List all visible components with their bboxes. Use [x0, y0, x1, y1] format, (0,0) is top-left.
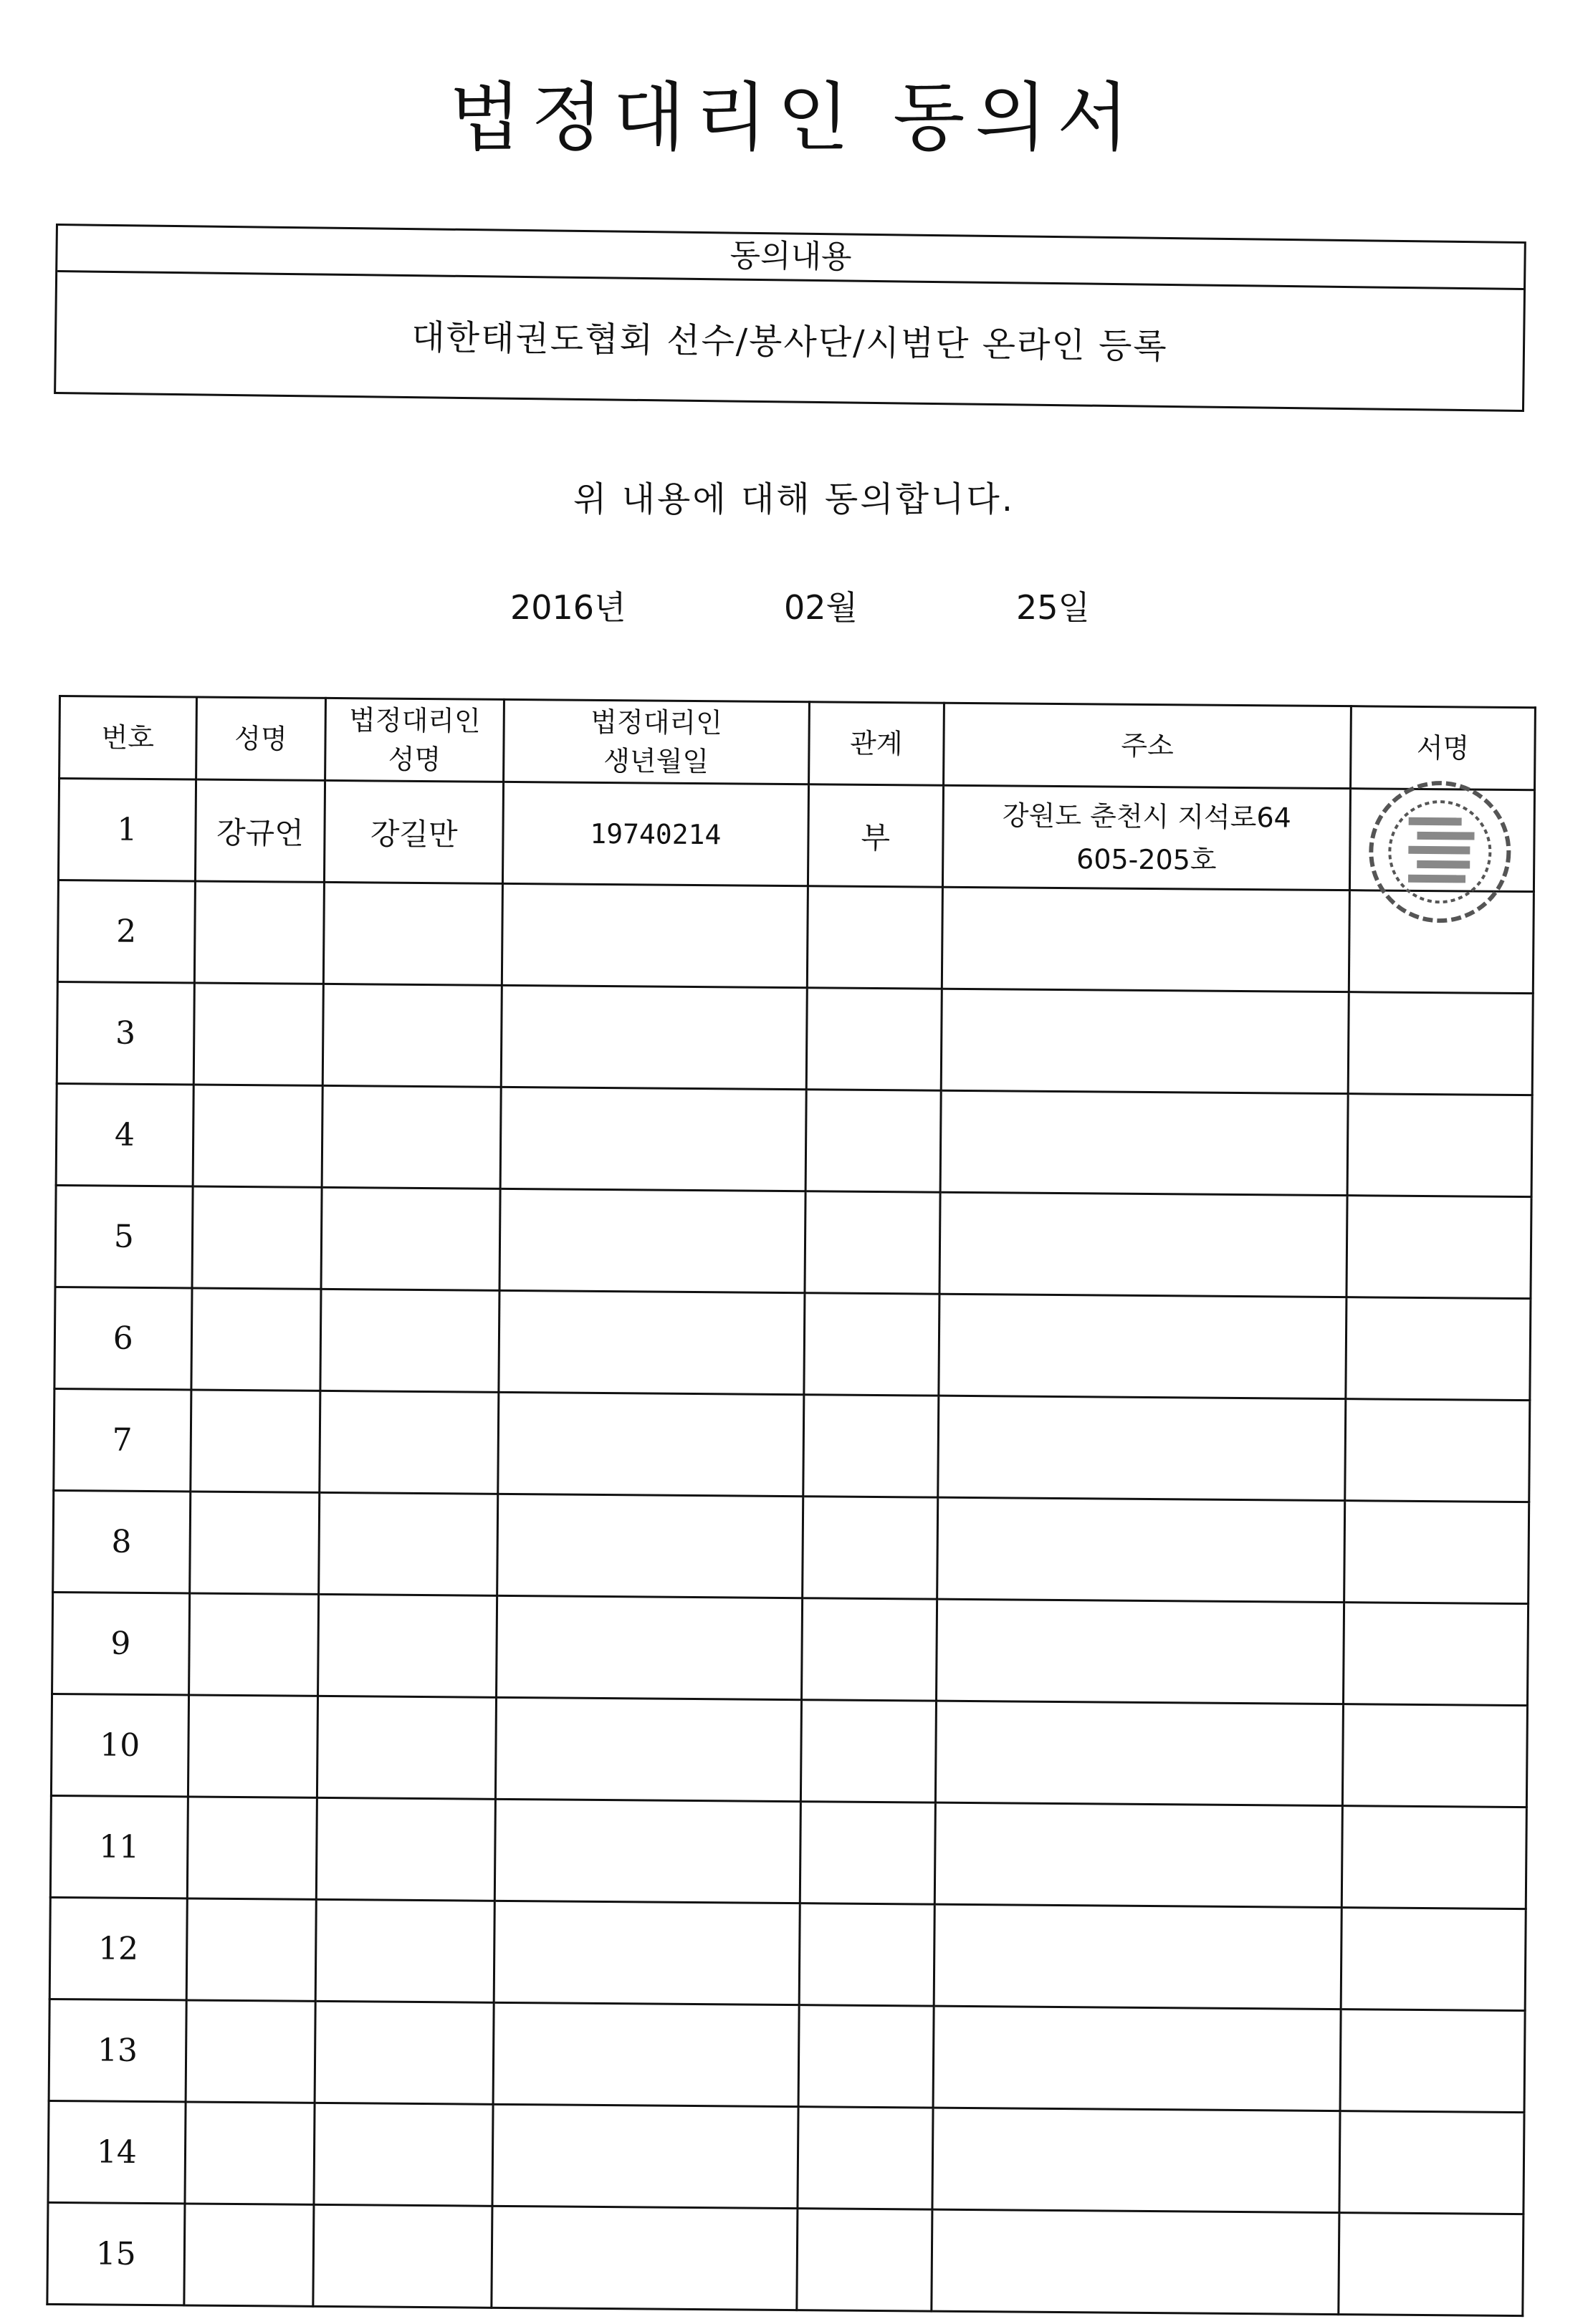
cell-guardian-name: [320, 1289, 499, 1392]
table-row: [54, 1287, 1531, 1400]
address-line1: [934, 2159, 1339, 2161]
header-guardian-name-line2: 성명: [388, 743, 441, 776]
row-number: 10: [51, 1694, 188, 1796]
date-year: 2016년: [510, 588, 626, 627]
cell-signature: [1348, 992, 1533, 1095]
cell-address: [939, 1192, 1347, 1297]
cell-guardian-birth: [498, 1392, 804, 1496]
row-number: 12: [49, 1897, 187, 1999]
table-row: [52, 1592, 1529, 1705]
cell-guardian-name: [322, 984, 502, 1087]
cell-name: [188, 1593, 319, 1696]
table-row: [48, 2100, 1524, 2214]
cell-guardian-birth: [492, 2104, 798, 2208]
row-number: 14: [48, 2100, 186, 2203]
address-line2: [934, 2159, 1339, 2161]
header-relation: 관계: [808, 702, 944, 785]
address-line2: [939, 1548, 1344, 1551]
cell-guardian-birth: [494, 1901, 800, 2004]
table-row: [56, 1083, 1532, 1196]
cell-address: [934, 1904, 1341, 2009]
cell-signature: [1344, 1603, 1529, 1706]
table-row: [53, 1490, 1529, 1603]
address-line1: [942, 1039, 1347, 1042]
address-line2: [940, 1345, 1345, 1348]
row-number: 8: [53, 1490, 191, 1593]
address-line1: [942, 1141, 1347, 1144]
cell-signature: [1350, 789, 1535, 892]
cell-guardian-name: [319, 1492, 498, 1595]
cell-guardian-birth: [500, 1087, 806, 1191]
row-number: 11: [50, 1795, 188, 1898]
consent-content-box: [54, 224, 1526, 412]
address-line1: [944, 938, 1349, 941]
cell-guardian-name: [321, 1187, 500, 1290]
row-number: 2: [57, 880, 195, 983]
cell-name: [193, 983, 324, 1085]
cell-guardian-name: [320, 1391, 499, 1494]
address-line2: [942, 1039, 1347, 1042]
address-line1: [933, 2260, 1338, 2263]
cell-name: [186, 2000, 316, 2103]
cell-relation: [807, 886, 943, 989]
address-line2: [941, 1243, 1346, 1246]
cell-signature: [1344, 1501, 1529, 1604]
address-line1: [937, 1853, 1341, 1856]
address-line2: [942, 1141, 1347, 1144]
table-row: [57, 880, 1534, 994]
cell-guardian-name: [315, 2001, 494, 2104]
row-number: 6: [54, 1287, 192, 1389]
date-month: 02월: [784, 588, 858, 627]
header-guardian-birth-line2: 생년월일: [603, 744, 709, 778]
date-day: 25일: [1016, 588, 1090, 627]
address-line1: 강원도 춘천시 지석로64: [1002, 799, 1291, 834]
cell-relation: [802, 1497, 938, 1599]
header-guardian-name: [325, 698, 504, 782]
cell-guardian-birth: 19740214: [503, 782, 809, 885]
table-row: [50, 1795, 1526, 1908]
cell-signature: [1347, 1094, 1532, 1197]
address-line2: [937, 1853, 1341, 1856]
cell-signature: [1349, 890, 1534, 994]
cell-name: [185, 2102, 315, 2204]
table-row: [58, 779, 1534, 892]
address-line2: [934, 2057, 1339, 2060]
cell-guardian-name: 강길만: [325, 780, 504, 883]
cell-address: [937, 1599, 1344, 1704]
address-line2: [933, 2260, 1338, 2263]
row-number: 4: [56, 1083, 193, 1186]
cell-signature: [1339, 2111, 1524, 2214]
cell-signature: [1347, 1196, 1531, 1299]
cell-address: [939, 1294, 1347, 1398]
cell-guardian-name: [322, 1085, 501, 1189]
cell-relation: [796, 2209, 932, 2311]
cell-guardian-birth: [497, 1494, 803, 1598]
header-number: 번호: [59, 696, 197, 779]
guardian-table-wrapper: [46, 695, 1536, 2317]
cell-guardian-birth: [493, 2002, 799, 2106]
cell-name: [187, 1797, 317, 1899]
address-line1: [938, 1650, 1343, 1653]
cell-name: [188, 1695, 318, 1797]
header-guardian-name-line1: 법정대리인: [348, 704, 481, 737]
header-signature: 서명: [1351, 706, 1536, 790]
table-row: [55, 1185, 1531, 1298]
cell-address: [938, 1396, 1346, 1500]
cell-address: [940, 1090, 1348, 1195]
cell-relation: [803, 1395, 939, 1497]
cell-signature: [1341, 1806, 1526, 1909]
table-header-row: [59, 696, 1536, 790]
cell-guardian-birth: [499, 1290, 805, 1394]
address-line2: 605-205호: [1076, 842, 1217, 876]
document-title: 법정대리인 동의서: [449, 74, 1139, 161]
cell-name: [183, 2204, 314, 2306]
cell-guardian-name: [315, 1899, 494, 2002]
cell-guardian-name: [317, 1797, 496, 1901]
header-guardian-birth-line1: 법정대리인: [590, 706, 722, 739]
address-line1: [937, 1752, 1342, 1754]
cell-address: [932, 2108, 1340, 2212]
cell-name: [192, 1186, 322, 1289]
cell-guardian-name: [317, 1696, 497, 1799]
address-line2: [944, 938, 1349, 941]
cell-address: [942, 887, 1349, 991]
cell-relation: [800, 1700, 937, 1802]
address-line2: [935, 1955, 1340, 1958]
cell-relation: [805, 1191, 941, 1294]
address-line1: [934, 2057, 1339, 2060]
table-row: [47, 2202, 1524, 2315]
consent-heading: 동의내용: [57, 226, 1524, 290]
cell-guardian-birth: [502, 883, 808, 987]
address-line1: [935, 1955, 1340, 1958]
table-row: [54, 1388, 1530, 1502]
cell-address: [934, 1802, 1342, 1907]
cell-guardian-birth: [501, 985, 807, 1089]
address-line1: [939, 1548, 1344, 1551]
cell-name: [191, 1288, 322, 1391]
cell-relation: [799, 1903, 935, 2006]
cell-relation: 부: [808, 784, 944, 887]
cell-guardian-name: [313, 2204, 492, 2308]
cell-relation: [797, 2107, 933, 2209]
cell-address: [937, 1497, 1345, 1602]
cell-guardian-name: [314, 2103, 493, 2206]
address-line1: [941, 1243, 1346, 1246]
row-number: 15: [47, 2202, 185, 2305]
cell-signature: [1339, 2213, 1524, 2316]
cell-relation: [800, 1802, 936, 1904]
consent-content: 대한태권도협회 선수/봉사단/시범단 온라인 등록: [411, 317, 1169, 367]
cell-relation: [798, 2005, 934, 2108]
table-body: [47, 779, 1535, 2316]
cell-guardian-birth: [492, 2206, 798, 2310]
cell-address: [941, 989, 1349, 1093]
table-row: [49, 1897, 1526, 2010]
row-number: 7: [54, 1388, 191, 1491]
cell-name: [194, 881, 325, 984]
cell-address: [932, 2209, 1339, 2314]
address-line2: [937, 1752, 1342, 1754]
table-row: [57, 981, 1533, 1095]
table-row: [51, 1694, 1527, 1807]
cell-relation: [806, 988, 942, 1090]
cell-name: [189, 1492, 320, 1594]
cell-signature: [1341, 1908, 1526, 2011]
cell-relation: [803, 1293, 939, 1396]
cell-guardian-birth: [494, 1799, 800, 1903]
address-line2: [939, 1446, 1344, 1449]
header-name: 성명: [196, 697, 326, 780]
cell-name: [190, 1390, 320, 1492]
agreement-statement: 위 내용에 대해 동의합니다.: [573, 479, 1015, 519]
cell-guardian-name: [324, 882, 503, 985]
cell-address: [933, 2006, 1341, 2111]
cell-signature: [1340, 2010, 1525, 2113]
guardian-consent-table: [46, 695, 1536, 2317]
cell-address: [943, 785, 1351, 890]
cell-guardian-name: [318, 1594, 497, 1697]
cell-relation: [805, 1090, 942, 1192]
cell-address: [936, 1701, 1344, 1805]
cell-relation: [801, 1598, 937, 1701]
row-number: 13: [49, 1999, 186, 2101]
cell-name: [186, 1898, 317, 2001]
row-number: 3: [57, 981, 194, 1084]
cell-signature: [1342, 1704, 1527, 1807]
row-number: 5: [55, 1185, 193, 1287]
address-line2: [938, 1650, 1343, 1653]
cell-signature: [1345, 1399, 1530, 1502]
table-row: [49, 1999, 1525, 2112]
header-guardian-birth: [504, 699, 809, 784]
cell-guardian-birth: [497, 1595, 803, 1699]
address-line1: [939, 1446, 1344, 1449]
cell-signature: [1346, 1297, 1531, 1401]
cell-guardian-birth: [499, 1189, 805, 1292]
cell-name: 강규언: [195, 779, 325, 882]
row-number: 1: [58, 779, 196, 881]
header-address: 주소: [944, 703, 1352, 788]
cell-guardian-birth: [496, 1697, 802, 1801]
address-line1: [940, 1345, 1345, 1348]
cell-name: [193, 1085, 323, 1187]
row-number: 9: [52, 1592, 190, 1694]
